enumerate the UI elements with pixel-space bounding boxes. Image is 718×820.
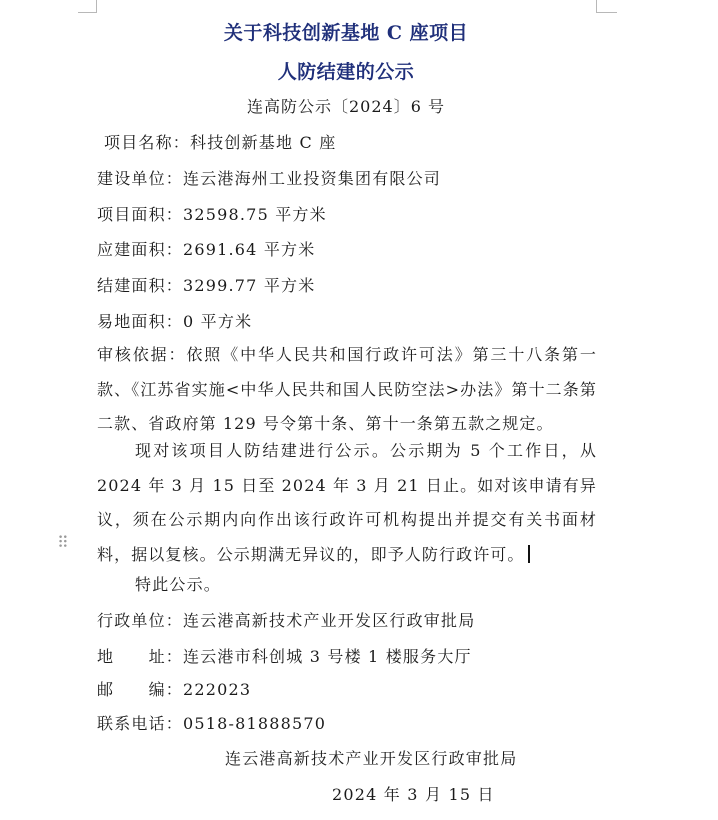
document-number: 连高防公示〔2024〕6 号: [247, 97, 445, 116]
field-required-area: 应建面积：2691.64 平方米: [97, 240, 316, 259]
field-built-area: 结建面积：3299.77 平方米: [97, 276, 316, 295]
field-admin-unit: 行政单位：连云港高新技术产业开发区行政审批局: [97, 611, 476, 630]
field-project-name: 项目名称：科技创新基地 C 座: [104, 133, 337, 152]
review-basis-paragraph: 审核依据：依照《中华人民共和国行政许可法》第三十八条第一款、《江苏省实施<中华人民共和国人民防空法>办法》第十二条第二款、省政府第 129 号令第十条、第十一条第五款之规定。: [97, 345, 597, 433]
document-title-line2: 人防结建的公示: [277, 61, 415, 83]
document-title-line1: 关于科技创新基地 C 座项目: [223, 22, 469, 44]
address-value: 连云港市科创城 3 号楼 1 楼服务大厅: [183, 647, 472, 666]
field-project-area: 项目面积：32598.75 平方米: [97, 205, 327, 224]
drag-handle-icon[interactable]: ⠿: [57, 533, 69, 552]
notice-body-paragraph[interactable]: [97, 434, 597, 572]
postcode-label: 邮 编：: [97, 680, 184, 699]
margin-mark-top-right: [596, 0, 617, 13]
field-builder: 建设单位：连云港海州工业投资集团有限公司: [97, 169, 442, 188]
special-notice: 特此公示。: [135, 575, 222, 594]
address-label: 地 址：: [97, 647, 184, 666]
field-relocated-area: 易地面积：0 平方米: [97, 312, 253, 331]
field-phone: 联系电话：0518-81888570: [97, 714, 327, 733]
field-postcode: [97, 677, 251, 700]
margin-mark-top-left: [78, 0, 97, 13]
field-address: [97, 644, 472, 667]
text-cursor: [528, 545, 530, 563]
signature-organization: 连云港高新技术产业开发区行政审批局: [225, 749, 518, 768]
notice-body-text: 现对该项目人防结建进行公示。公示期为 5 个工作日，从 2024 年 3 月 15 日至 2024 年 3 月 21 日止。如对该申请有异议，须在公示期内向作出该行政许可机构提出并提交有关书面材料，据以复核。公示期满无异议的，即予人防行政许可。: [97, 441, 597, 564]
signature-date: 2024 年 3 月 15 日: [332, 785, 495, 804]
postcode-value: 222023: [183, 680, 252, 699]
